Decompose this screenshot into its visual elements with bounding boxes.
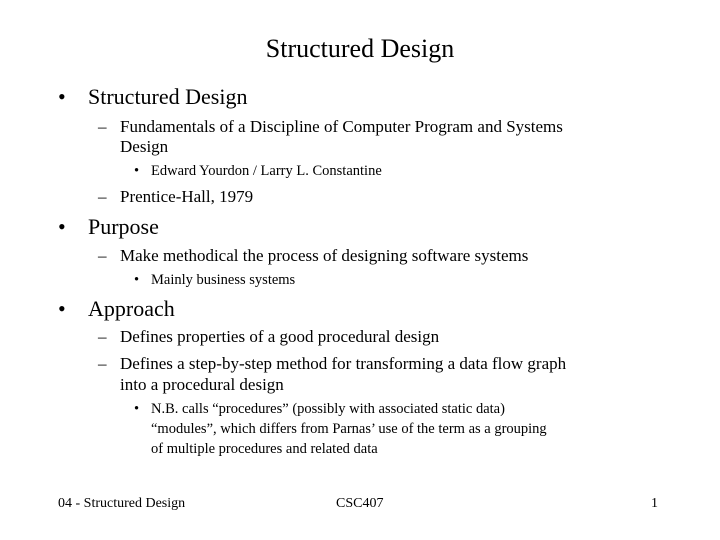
bullet-l3: • xyxy=(134,272,140,288)
footer-left: 04 - Structured Design xyxy=(58,496,186,511)
sub-item-text: Defines a step-by-step method for transforming a data flow graph xyxy=(120,354,567,373)
sub-item-text: Defines properties of a good procedural design xyxy=(120,327,440,346)
bullet-l2: – xyxy=(98,117,107,136)
bullet-l2: – xyxy=(98,246,107,265)
heading-structured-design: Structured Design xyxy=(88,84,248,109)
footer-page-number: 1 xyxy=(651,496,658,511)
bullet-l1: • xyxy=(58,84,66,109)
bullet-l1: • xyxy=(58,296,66,321)
bullet-l3: • xyxy=(134,401,140,417)
subsub-item-text: N.B. calls “procedures” (possibly with associated static data) xyxy=(151,401,505,417)
sub-item-text: Fundamentals of a Discipline of Computer Program and Systems xyxy=(120,117,563,136)
footer-center: CSC407 xyxy=(336,496,384,511)
bullet-l2: – xyxy=(98,327,107,346)
sub-item-text: Design xyxy=(120,137,169,156)
heading-approach: Approach xyxy=(88,296,175,321)
bullet-l2: – xyxy=(98,187,107,206)
sub-item-text: Make methodical the process of designing software systems xyxy=(120,246,529,265)
subsub-item-text: “modules”, which differs from Parnas’ use of the term as a grouping xyxy=(151,421,547,437)
subsub-item-text: Edward Yourdon / Larry L. Constantine xyxy=(151,163,382,179)
bullet-l3: • xyxy=(134,163,140,179)
sub-item-text: into a procedural design xyxy=(120,375,284,394)
slide-title: Structured Design xyxy=(265,34,455,63)
bullet-l1: • xyxy=(58,214,66,239)
bullet-l2: – xyxy=(98,354,107,373)
heading-purpose: Purpose xyxy=(88,214,159,239)
sub-item-text: Prentice-Hall, 1979 xyxy=(120,187,254,206)
subsub-item-text: of multiple procedures and related data xyxy=(151,441,378,457)
subsub-item-text: Mainly business systems xyxy=(151,272,296,288)
